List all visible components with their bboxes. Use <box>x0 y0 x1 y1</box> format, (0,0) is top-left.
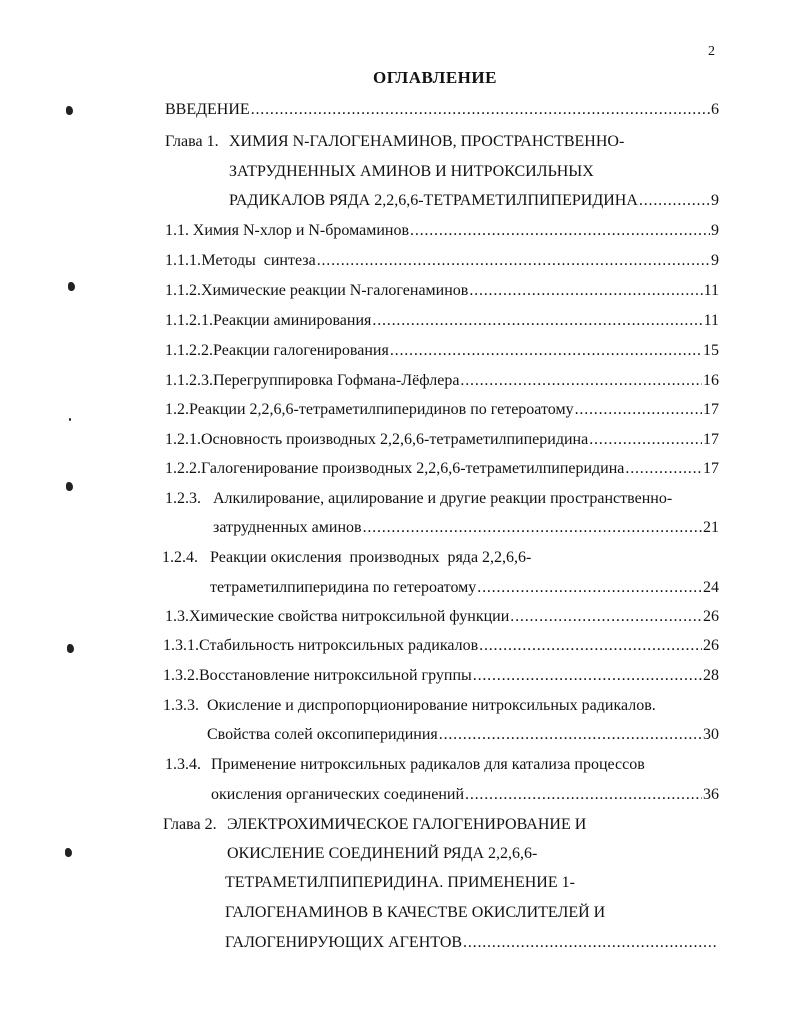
toc-entry <box>165 249 719 273</box>
toc-text: ГАЛОГЕНАМИНОВ В КАЧЕСТВЕ ОКИСЛИТЕЛЕЙ И <box>225 904 606 921</box>
toc-entry <box>210 576 719 600</box>
section-number: 1.1.2.2. <box>165 342 213 359</box>
page-number: 2 <box>708 44 715 59</box>
section-number: 1.1.1. <box>165 252 201 269</box>
leader-dots <box>317 249 710 273</box>
section-number: 1.1.2.1. <box>165 312 213 329</box>
toc-entry <box>225 931 719 955</box>
toc-text: Окисление и диспропорционирование нитроксильных радикалов. <box>207 697 656 714</box>
leader-dots <box>372 309 702 333</box>
section-number: 1.2. <box>165 401 189 418</box>
section-number: 1.3.3. <box>163 697 199 714</box>
toc-text: Восстановление нитроксильной группы <box>199 667 472 684</box>
toc-page: 9 <box>711 192 719 209</box>
toc-text: Реакции 2,2,6,6-тетраметилпиперидинов по гетероатому <box>189 401 574 418</box>
toc-page: 24 <box>703 579 719 596</box>
toc-text: ВВЕДЕНИЕ <box>165 101 250 118</box>
toc-entry <box>165 130 624 154</box>
toc-title: ОГЛАВЛЕНИЕ <box>373 68 497 87</box>
toc-text: Химические свойства нитроксильной функции <box>189 608 510 625</box>
chapter-label: Глава 1. <box>165 133 219 150</box>
toc-page: 21 <box>703 519 719 536</box>
toc-entry <box>211 783 719 807</box>
toc-entry <box>165 487 672 511</box>
section-number: 1.2.1. <box>165 431 201 448</box>
scan-speck <box>65 848 72 857</box>
leader-dots <box>390 339 702 363</box>
toc-page: 30 <box>703 726 719 743</box>
toc-entry <box>165 369 719 393</box>
section-number: 1.3. <box>165 608 189 625</box>
toc-entry <box>165 457 719 481</box>
toc-text: Реакции аминирования <box>213 312 372 329</box>
toc-entry <box>163 694 656 718</box>
leader-dots <box>465 783 702 807</box>
toc-page: 11 <box>703 312 719 329</box>
leader-dots <box>410 219 710 243</box>
toc-text: тетраметилпиперидина по гетероатому <box>210 579 477 596</box>
section-number: 1.2.4. <box>162 549 198 566</box>
section-number: 1.3.2. <box>163 667 199 684</box>
toc-entry <box>163 634 719 658</box>
toc-entry <box>225 901 605 925</box>
leader-dots <box>460 369 702 393</box>
toc-entry <box>165 428 719 452</box>
toc-entry <box>163 813 586 837</box>
toc-text: ОКИСЛЕНИЕ СОЕДИНЕНИЙ РЯДА 2,2,6,6- <box>227 845 538 862</box>
toc-entry <box>165 279 719 303</box>
toc-page: 36 <box>703 786 719 803</box>
toc-entry <box>229 189 719 213</box>
toc-text: ЗАТРУДНЕННЫХ АМИНОВ И НИТРОКСИЛЬНЫХ <box>229 163 594 180</box>
toc-text: Свойства солей оксопиперидиния <box>207 726 438 743</box>
section-number: 1.3.1. <box>163 637 199 654</box>
toc-page: 17 <box>703 401 719 418</box>
toc-text: Химические реакции N-галогенаминов <box>201 282 469 299</box>
toc-entry <box>165 98 719 122</box>
toc-entry <box>165 605 719 629</box>
leader-dots <box>469 279 702 303</box>
toc-text: РАДИКАЛОВ РЯДА 2,2,6,6-ТЕТРАМЕТИЛПИПЕРИДИНА <box>229 192 638 209</box>
chapter-label: Глава 2. <box>163 816 217 833</box>
toc-page: 9 <box>711 222 719 239</box>
toc-text: окисления органических соединений <box>211 786 465 803</box>
toc-entry <box>165 339 719 363</box>
toc-entry <box>229 160 594 184</box>
section-number: 1.2.3. <box>165 490 201 507</box>
toc-text: ХИМИЯ N-ГАЛОГЕНАМИНОВ, ПРОСТРАНСТВЕННО- <box>229 133 625 150</box>
scan-speck <box>66 482 73 491</box>
leader-dots <box>639 189 710 213</box>
leader-dots <box>463 931 718 955</box>
toc-page: 26 <box>703 608 719 625</box>
scan-speck <box>68 282 75 291</box>
scan-speck <box>66 106 73 115</box>
section-number: 1.3.4. <box>165 756 201 773</box>
toc-text: ЭЛЕКТРОХИМИЧЕСКОЕ ГАЛОГЕНИРОВАНИЕ И <box>227 816 587 833</box>
leader-dots <box>479 634 702 658</box>
toc-entry <box>225 871 575 895</box>
toc-text: затрудненных аминов <box>213 519 362 536</box>
section-number: 1.2.2. <box>165 460 201 477</box>
toc-entry <box>165 219 719 243</box>
toc-text: ГАЛОГЕНИРУЮЩИХ АГЕНТОВ <box>225 934 463 951</box>
toc-page: 26 <box>703 637 719 654</box>
toc-entry <box>163 664 719 688</box>
leader-dots <box>473 664 702 688</box>
section-number: 1.1.2.3. <box>165 372 213 389</box>
scan-speck <box>69 418 71 421</box>
toc-text: Реакции окисления производных ряда 2,2,6,6- <box>210 549 532 566</box>
toc-entry <box>165 753 645 777</box>
scan-speck <box>67 644 74 653</box>
toc-page: 17 <box>703 431 719 448</box>
toc-entry <box>165 398 719 422</box>
toc-text: Методы синтеза <box>201 252 316 269</box>
toc-text: Галогенирование производных 2,2,6,6-тетраметилпиперидина <box>201 460 625 477</box>
toc-text: Основность производных 2,2,6,6-тетраметилпиперидина <box>201 431 589 448</box>
toc-text: Алкилирование, ацилирование и другие реакции пространственно- <box>213 490 673 507</box>
toc-entry <box>207 723 719 747</box>
section-number: 1.1.2. <box>165 282 201 299</box>
toc-text: Стабильность нитроксильных радикалов <box>199 637 479 654</box>
section-number: 1.1. <box>165 222 189 239</box>
toc-text: Применение нитроксильных радикалов для катализа процессов <box>211 756 645 773</box>
leader-dots <box>251 98 710 122</box>
leader-dots <box>439 723 702 747</box>
toc-page: 6 <box>711 101 719 118</box>
toc-text: Химия N-хлор и N-бромаминов <box>192 222 410 239</box>
toc-text: Реакции галогенирования <box>213 342 389 359</box>
toc-page: 28 <box>703 667 719 684</box>
leader-dots <box>625 457 702 481</box>
toc-entry <box>165 309 719 333</box>
toc-text: Перегруппировка Гофмана-Лёфлера <box>213 372 460 389</box>
toc-page: 15 <box>703 342 719 359</box>
toc-page: 11 <box>703 282 719 299</box>
toc-page: 17 <box>703 460 719 477</box>
toc-entry <box>162 546 531 570</box>
toc-entry <box>213 516 719 540</box>
toc-page: 9 <box>711 252 719 269</box>
leader-dots <box>589 428 702 452</box>
leader-dots <box>575 398 702 422</box>
leader-dots <box>363 516 702 540</box>
toc-page: 16 <box>703 372 719 389</box>
toc-text: ТЕТРАМЕТИЛПИПЕРИДИНА. ПРИМЕНЕНИЕ 1- <box>225 874 575 891</box>
toc-entry <box>227 842 537 866</box>
leader-dots <box>477 576 702 600</box>
leader-dots <box>510 605 702 629</box>
